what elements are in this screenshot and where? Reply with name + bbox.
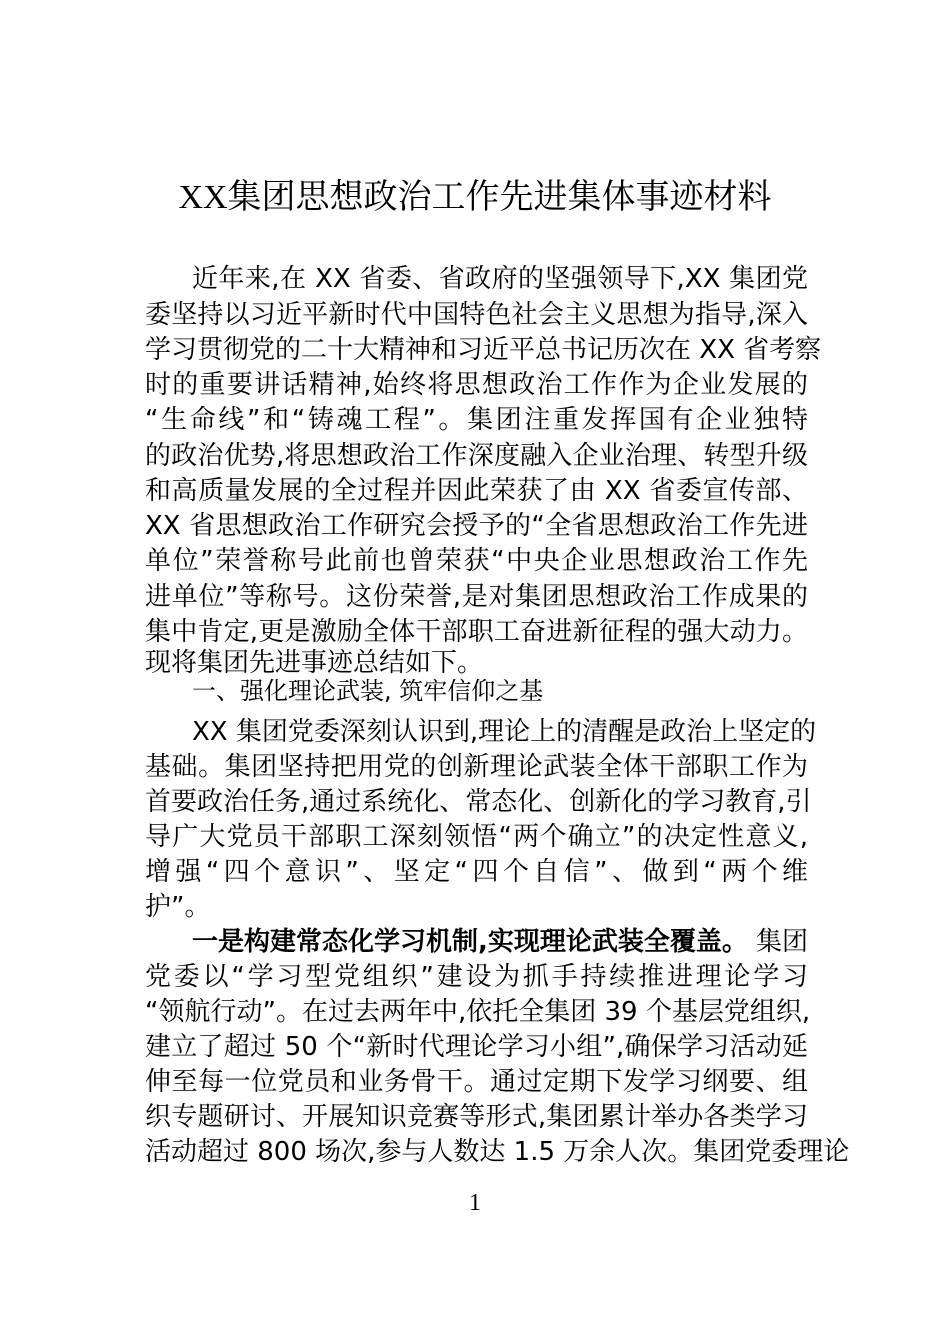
paragraph-line: “领航行动”。在过去两年中,依托全集团 39 个基层党组织, <box>145 997 811 1027</box>
paragraph-line: 和高质量发展的全过程并因此荣获了由 XX 省委宣传部、 <box>145 476 808 506</box>
paragraph-line: 党委以“学习型党组织”建设为抓手持续推进理论学习 <box>145 962 808 992</box>
paragraph-line: 单位”荣誉称号此前也曾荣获“中央企业思想政治工作先 <box>145 546 808 576</box>
paragraph-line: 伸至每一位党员和业务骨干。通过定期下发学习纲要、组 <box>145 1067 808 1097</box>
section-heading: 一、强化理论武装, 筑牢信仰之基 <box>192 677 544 705</box>
paragraph-line: 集中肯定,更是激励全体干部职工奋进新征程的强大动力。 <box>145 617 808 647</box>
paragraph-line: XX 集团党委深刻认识到,理论上的清醒是政治上坚定的 <box>192 717 817 747</box>
paragraph-line: 建立了超过 50 个“新时代理论学习小组”,确保学习活动延 <box>145 1032 808 1062</box>
paragraph-line: 现将集团先进事迹总结如下。 <box>145 648 484 678</box>
document-title: XX集团思想政治工作先进集体事迹材料 <box>178 179 772 216</box>
paragraph-line: 增强“四个意识”、坚定“四个自信”、做到“两个维 <box>145 857 808 887</box>
paragraph-line: 首要政治任务,通过系统化、常态化、创新化的学习教育,引 <box>145 787 812 817</box>
paragraph-line: 时的重要讲话精神,始终将思想政治工作作为企业发展的 <box>145 370 808 400</box>
paragraph-line: 活动超过 800 场次,参与人数达 1.5 万余人次。集团党委理论 <box>145 1137 850 1167</box>
paragraph-line: 基础。集团坚持把用党的创新理论武装全体干部职工作为 <box>145 752 808 782</box>
bold-lead-sentence: 一是构建常态化学习机制,实现理论武装全覆盖。 <box>192 927 748 957</box>
paragraph-text: 集团 <box>755 927 808 957</box>
paragraph-line: 委坚持以习近平新时代中国特色社会主义思想为指导,深入 <box>145 300 808 330</box>
paragraph-line: 导广大党员干部职工深刻领悟“两个确立”的决定性意义, <box>145 822 808 852</box>
paragraph-line: 织专题研讨、开展知识竞赛等形式,集团累计举办各类学习 <box>145 1102 808 1132</box>
paragraph-line: “生命线”和“铸魂工程”。集团注重发挥国有企业独特 <box>145 405 808 435</box>
paragraph-line: 学习贯彻党的二十大精神和习近平总书记历次在 XX 省考察 <box>145 335 822 365</box>
page-number: 1 <box>469 1190 481 1216</box>
paragraph-line: 的政治优势,将思想政治工作深度融入企业治理、转型升级 <box>145 441 808 471</box>
paragraph-line: XX 省思想政治工作研究会授予的“全省思想政治工作先进 <box>145 511 808 541</box>
paragraph-line <box>192 925 808 959</box>
paragraph-line: 进单位”等称号。这份荣誉,是对集团思想政治工作成果的 <box>145 582 808 612</box>
paragraph-line: 护”。 <box>145 892 211 922</box>
paragraph-line: 近年来,在 XX 省委、省政府的坚强领导下,XX 集团党 <box>192 264 808 294</box>
